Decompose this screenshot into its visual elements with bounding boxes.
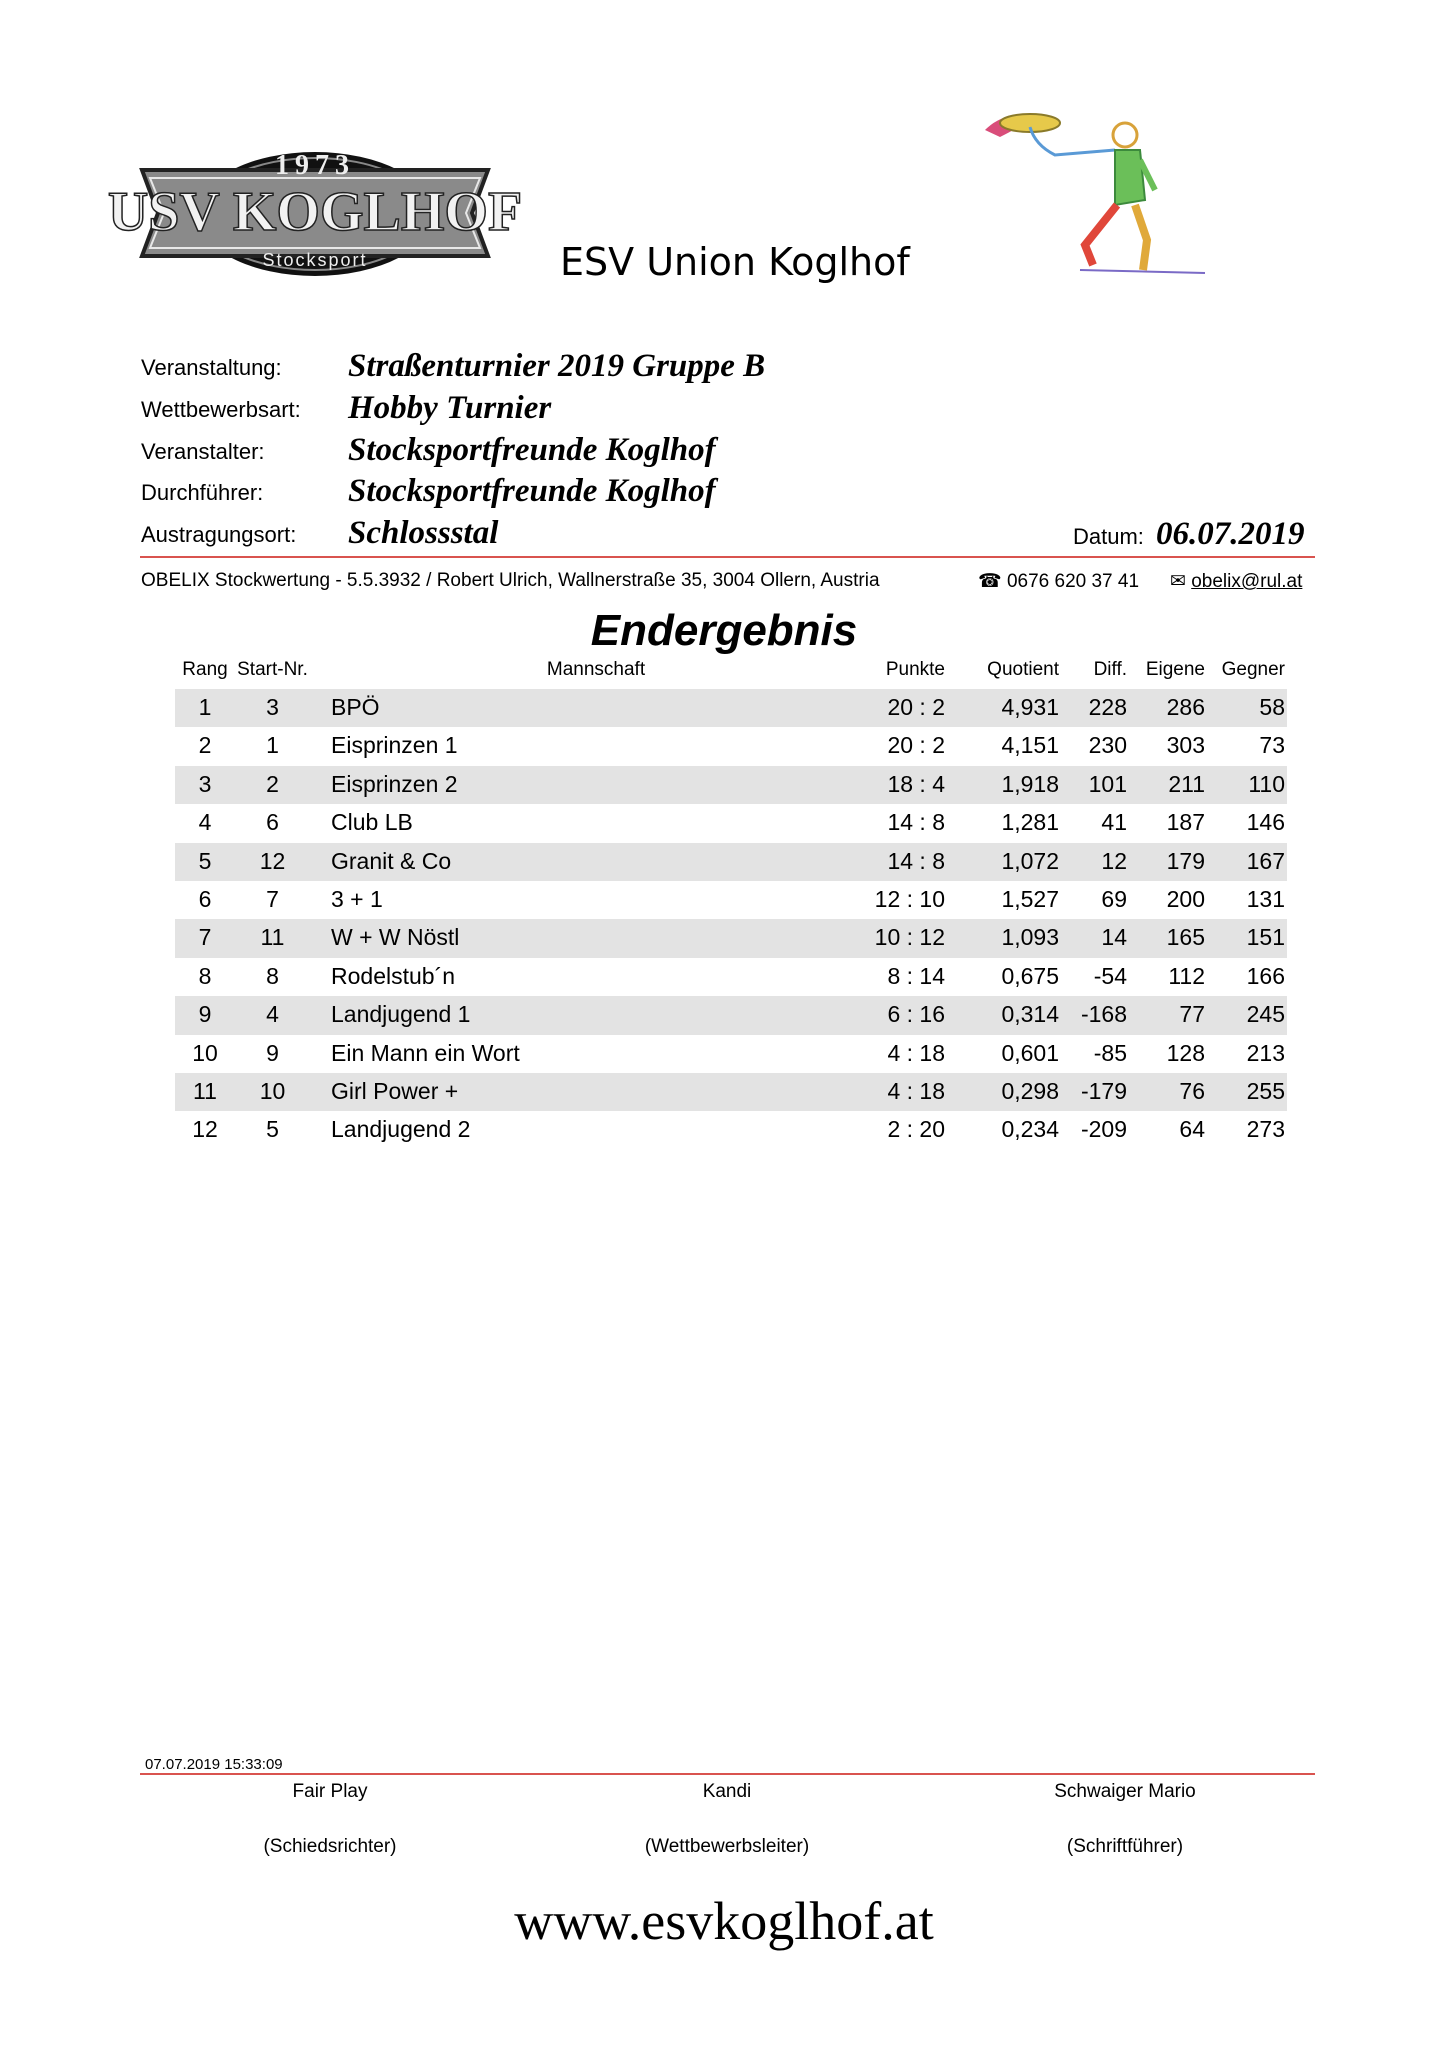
cell-rang: 9 [198, 1001, 212, 1028]
cell-diff: 41 [1101, 809, 1127, 836]
print-timestamp: 07.07.2019 15:33:09 [145, 1756, 283, 1773]
cell-team: Eisprinzen 2 [331, 770, 458, 797]
cell-rang: 11 [193, 1077, 217, 1104]
datum-label: Datum: [1073, 524, 1144, 549]
cell-eigene: 179 [1166, 847, 1205, 874]
logo-year: 1973 [275, 150, 355, 181]
cell-start: 4 [266, 1001, 279, 1028]
info-value-veranstaltung: Straßenturnier 2019 Gruppe B [348, 348, 766, 384]
cell-rang: 3 [198, 770, 212, 797]
footer-divider [140, 1773, 1315, 1775]
cell-rang: 5 [198, 847, 212, 874]
cell-eigene: 211 [1168, 770, 1205, 797]
header-mannschaft: Mannschaft [546, 659, 646, 680]
cell-rang: 1 [198, 694, 212, 720]
table-row [175, 766, 1287, 804]
cell-gegner: 73 [1259, 732, 1285, 759]
info-label-veranstaltung: Veranstaltung: [141, 355, 282, 380]
cell-punkte: 18 : 4 [887, 770, 945, 797]
info-label-austragungsort: Austragungsort: [141, 522, 297, 547]
usv-koglhof-logo [107, 148, 523, 278]
cell-start: 7 [266, 885, 279, 912]
envelope-icon: ✉ [1170, 571, 1192, 592]
cell-punkte: 14 : 8 [887, 809, 945, 836]
info-label-durchfuehrer: Durchführer: [141, 480, 264, 505]
cell-diff: -85 [1093, 1039, 1127, 1066]
info-label-wettbewerbsart: Wettbewerbsart: [141, 397, 301, 422]
info-value-veranstalter: Stocksportfreunde Koglhof [348, 432, 716, 468]
cell-start: 12 [259, 847, 286, 874]
cell-team: Girl Power + [331, 1077, 459, 1104]
cell-quotient: 1,093 [1001, 924, 1059, 951]
signature-role-secretary: (Schriftführer) [1066, 1836, 1184, 1857]
header-divider [140, 556, 1315, 558]
cell-punkte: 20 : 2 [887, 732, 945, 759]
cell-punkte: 20 : 2 [887, 694, 945, 720]
cell-gegner: 167 [1246, 847, 1285, 874]
logo-sub: Stocksport [262, 250, 368, 270]
logo-name: USV KOGLHOF [107, 181, 523, 243]
cell-quotient: 0,314 [1001, 1001, 1059, 1028]
table-row [175, 919, 1287, 957]
header-eigene: Eigene [1145, 659, 1205, 680]
cell-start: 2 [266, 770, 279, 797]
cell-team: Landjugend 1 [331, 1001, 471, 1028]
table-row [175, 804, 1287, 842]
cell-eigene: 165 [1166, 924, 1205, 951]
cell-quotient: 1,281 [1001, 809, 1059, 836]
cell-team: BPÖ [331, 694, 380, 720]
cell-team: 3 + 1 [331, 885, 383, 912]
cell-punkte: 2 : 20 [887, 1116, 945, 1143]
table-row [175, 996, 1287, 1034]
club-name: ESV Union Koglhof [560, 240, 910, 284]
cell-team: Ein Mann ein Wort [331, 1039, 520, 1066]
cell-start: 8 [266, 962, 279, 989]
cell-diff: 69 [1101, 885, 1127, 912]
cell-team: Club LB [331, 809, 413, 836]
header-diff: Diff. [1093, 659, 1127, 680]
signature-name-director: Kandi [702, 1781, 752, 1802]
cell-rang: 10 [192, 1039, 218, 1066]
cell-start: 9 [266, 1039, 279, 1066]
cell-start: 10 [259, 1077, 286, 1104]
header-start-nr: Start-Nr. [237, 659, 308, 680]
cell-quotient: 0,298 [1001, 1077, 1059, 1104]
cell-team: W + W Nöstl [331, 924, 460, 951]
cell-start: 6 [266, 809, 279, 836]
cell-team: Landjugend 2 [331, 1116, 471, 1143]
email-address[interactable]: obelix@rul.at [1191, 571, 1303, 592]
cell-team: Granit & Co [331, 847, 452, 874]
cell-team: Eisprinzen 1 [331, 732, 458, 759]
cell-diff: 12 [1101, 847, 1127, 874]
cell-eigene: 303 [1166, 732, 1205, 759]
cell-punkte: 12 : 10 [874, 885, 945, 912]
cell-start: 11 [260, 924, 285, 951]
software-credit: OBELIX Stockwertung - 5.5.3932 / Robert Ulrich, Wallnerstraße 35, 3004 Ollern, Austria [141, 570, 880, 591]
cell-quotient: 1,527 [1001, 885, 1059, 912]
cell-gegner: 151 [1246, 924, 1285, 951]
cell-punkte: 4 : 18 [887, 1077, 945, 1104]
cell-start: 5 [266, 1116, 279, 1143]
table-row [175, 1111, 1287, 1149]
cell-rang: 8 [198, 962, 212, 989]
cell-start: 1 [266, 732, 279, 759]
phone-number: 0676 620 37 41 [1006, 571, 1140, 592]
cell-gegner: 146 [1246, 809, 1285, 836]
cell-rang: 7 [198, 924, 212, 951]
info-value-wettbewerbsart: Hobby Turnier [348, 390, 552, 426]
phone-icon: ☎ [978, 571, 1007, 592]
table-row [175, 958, 1287, 996]
cell-quotient: 4,151 [1001, 732, 1059, 759]
info-label-veranstalter: Veranstalter: [141, 439, 265, 464]
contact-email[interactable] [1170, 570, 1302, 593]
cell-eigene: 112 [1168, 962, 1205, 989]
header-gegner: Gegner [1221, 659, 1285, 680]
header-rang: Rang [182, 659, 228, 680]
cell-punkte: 8 : 14 [887, 962, 945, 989]
table-row [175, 689, 1287, 727]
cell-diff: 228 [1088, 694, 1127, 720]
table-row [175, 881, 1287, 919]
contact-phone [978, 570, 1139, 593]
cell-gegner: 131 [1246, 885, 1285, 912]
info-value-austragungsort: Schlossstal [348, 515, 499, 551]
cell-diff: -209 [1080, 1116, 1127, 1143]
header-punkte: Punkte [885, 659, 945, 680]
cell-eigene: 64 [1179, 1116, 1205, 1143]
cell-diff: 230 [1088, 732, 1127, 759]
signature-role-referee: (Schiedsrichter) [263, 1836, 397, 1857]
table-row [175, 1073, 1287, 1111]
cell-eigene: 76 [1179, 1077, 1205, 1104]
table-header [175, 659, 1287, 689]
page-title: Endergebnis [590, 606, 858, 655]
cell-start: 3 [266, 694, 279, 720]
results-table [175, 659, 1287, 1150]
header-quotient: Quotient [987, 659, 1059, 680]
cell-eigene: 128 [1166, 1039, 1205, 1066]
cell-gegner: 213 [1246, 1039, 1285, 1066]
cell-diff: -179 [1080, 1077, 1127, 1104]
cell-diff: -168 [1080, 1001, 1127, 1028]
cell-quotient: 1,918 [1001, 770, 1059, 797]
table-row [175, 843, 1287, 881]
cell-eigene: 200 [1166, 885, 1205, 912]
cell-eigene: 286 [1166, 694, 1205, 720]
cell-gegner: 166 [1246, 962, 1285, 989]
signature-name-referee: Fair Play [292, 1781, 368, 1802]
cell-quotient: 1,072 [1001, 847, 1059, 874]
cell-gegner: 245 [1246, 1001, 1285, 1028]
cell-diff: -54 [1093, 962, 1127, 989]
cell-rang: 2 [198, 732, 212, 759]
stock-player-illustration [975, 105, 1220, 280]
cell-rang: 6 [198, 885, 212, 912]
signature-role-director: (Wettbewerbsleiter) [644, 1836, 810, 1857]
table-row [175, 1035, 1287, 1073]
cell-gegner: 110 [1248, 770, 1285, 797]
cell-quotient: 0,675 [1001, 962, 1059, 989]
table-row [175, 727, 1287, 765]
cell-punkte: 4 : 18 [887, 1039, 945, 1066]
cell-gegner: 255 [1246, 1077, 1285, 1104]
cell-diff: 14 [1101, 924, 1127, 951]
info-value-durchfuehrer: Stocksportfreunde Koglhof [348, 473, 716, 509]
cell-team: Rodelstub´n [331, 962, 456, 989]
cell-eigene: 187 [1166, 809, 1205, 836]
cell-punkte: 14 : 8 [887, 847, 945, 874]
cell-punkte: 10 : 12 [874, 924, 945, 951]
cell-quotient: 4,931 [1001, 694, 1059, 720]
cell-rang: 12 [192, 1116, 218, 1143]
signature-name-secretary: Schwaiger Mario [1054, 1781, 1196, 1802]
cell-gegner: 273 [1246, 1116, 1285, 1143]
website-url[interactable]: www.esvkoglhof.at [514, 1891, 934, 1951]
datum-value: 06.07.2019 [1156, 516, 1305, 552]
cell-gegner: 58 [1259, 694, 1285, 720]
cell-eigene: 77 [1179, 1001, 1205, 1028]
cell-quotient: 0,234 [1001, 1116, 1059, 1143]
cell-diff: 101 [1088, 770, 1127, 797]
cell-rang: 4 [198, 809, 212, 836]
cell-quotient: 0,601 [1001, 1039, 1059, 1066]
cell-punkte: 6 : 16 [887, 1001, 945, 1028]
